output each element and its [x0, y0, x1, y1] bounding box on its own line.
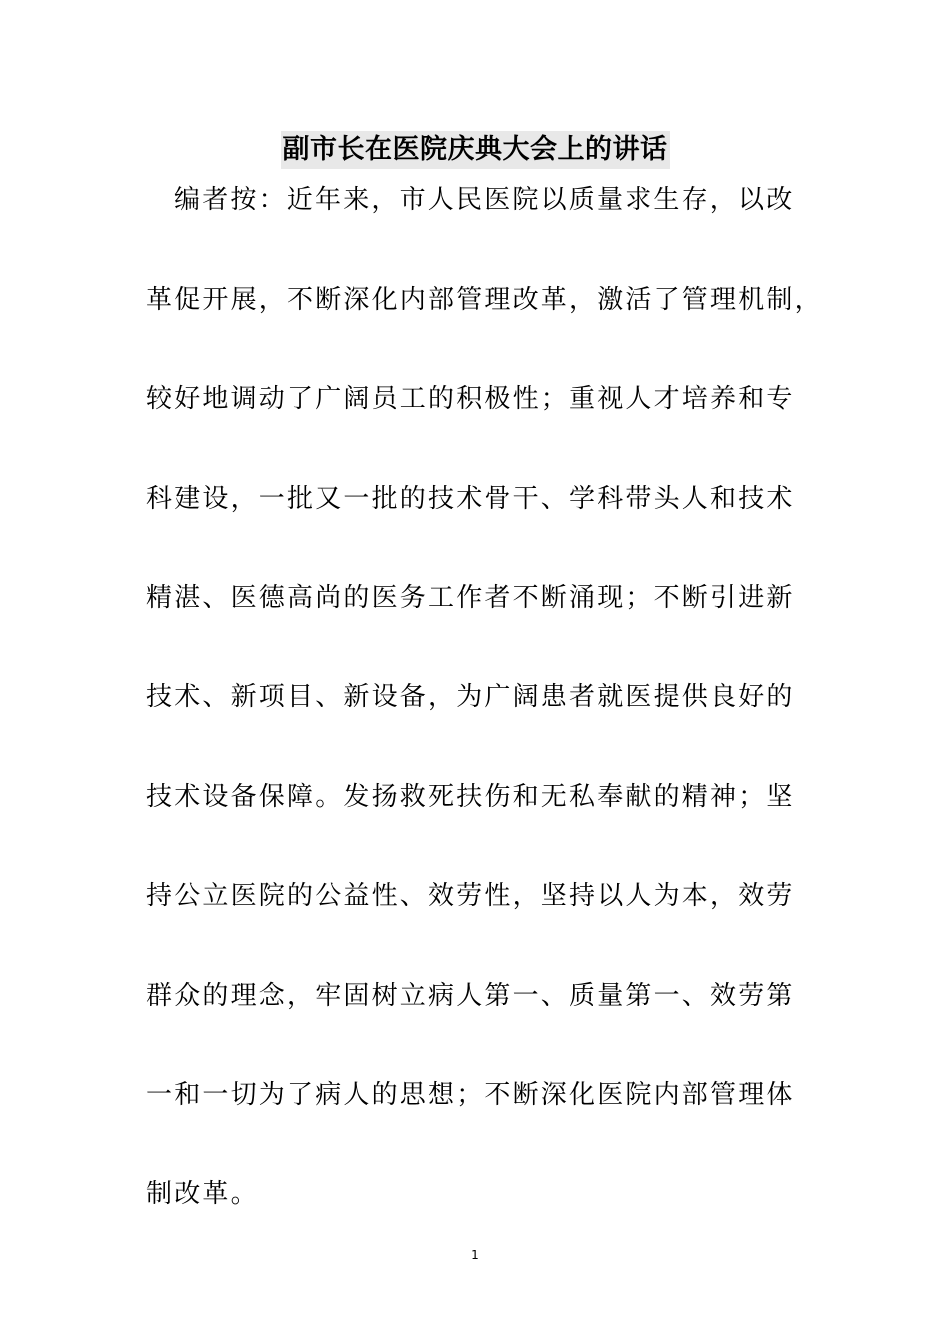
body-line-7: 技术设备保障。发扬救死扶伤和无私奉献的精神；坚 — [146, 782, 795, 812]
body-line-1: 编者按：近年来，市人民医院以质量求生存，以改 — [174, 185, 795, 215]
body-line-8: 持公立医院的公益性、效劳性，坚持以人为本，效劳 — [146, 881, 795, 911]
body-line-6: 技术、新项目、新设备，为广阔患者就医提供良好的 — [146, 682, 795, 712]
body-line-4: 科建设，一批又一批的技术骨干、学科带头人和技术 — [146, 484, 795, 514]
page-number: 1 — [471, 1248, 479, 1262]
document-title: 副市长在医院庆典大会上的讲话 — [281, 131, 670, 169]
body-line-5: 精湛、医德高尚的医务工作者不断涌现；不断引进新 — [146, 583, 795, 613]
body-line-10: 一和一切为了病人的思想；不断深化医院内部管理体 — [146, 1080, 795, 1110]
body-line-3: 较好地调动了广阔员工的积极性；重视人才培养和专 — [146, 384, 795, 414]
body-line-11: 制改革。 — [146, 1179, 259, 1209]
title-container — [0, 131, 950, 169]
body-line-9: 群众的理念，牢固树立病人第一、质量第一、效劳第 — [146, 981, 795, 1011]
body-line-2: 革促开展，不断深化内部管理改革，激活了管理机制， — [146, 285, 823, 315]
